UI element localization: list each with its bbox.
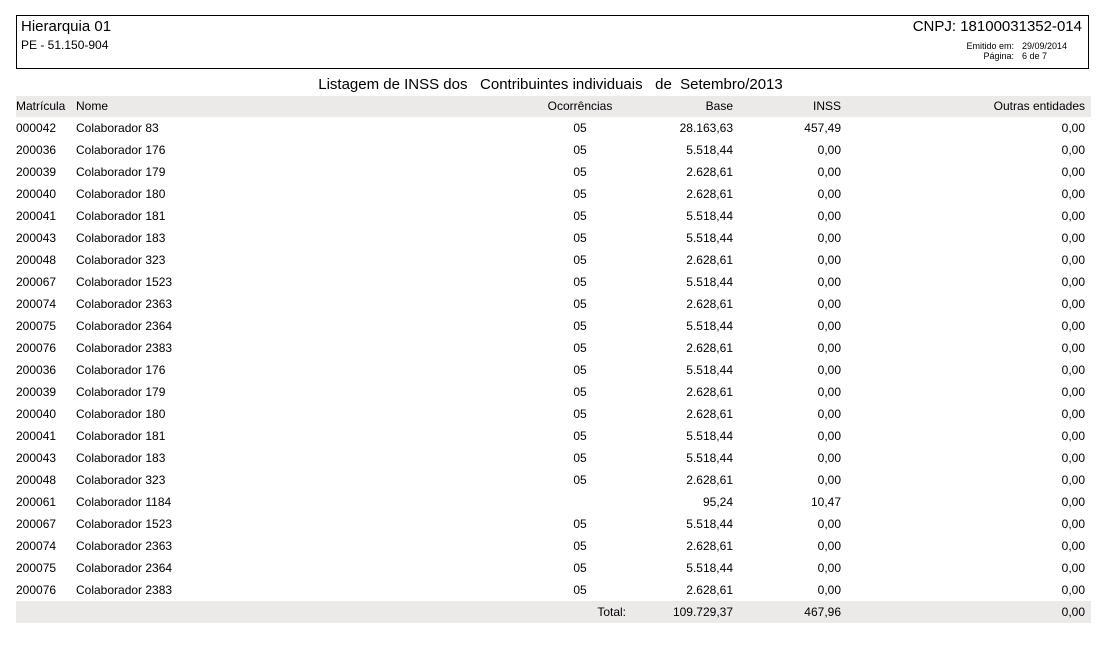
company-location: PE - 51.150-904 bbox=[21, 38, 109, 52]
table-row bbox=[16, 139, 1091, 161]
cell-ocorrencias: 05 bbox=[573, 583, 587, 597]
cell-inss: 0,00 bbox=[817, 429, 841, 443]
cell-matricula: 200036 bbox=[16, 363, 57, 377]
cell-nome: Colaborador 1184 bbox=[76, 495, 172, 509]
cell-matricula: 200075 bbox=[16, 319, 57, 333]
cell-nome: Colaborador 2364 bbox=[76, 561, 173, 575]
table-row bbox=[16, 359, 1091, 381]
cell-outras: 0,00 bbox=[1061, 231, 1085, 245]
title-part-1: Listagem de INSS dos bbox=[318, 76, 468, 93]
cell-ocorrencias: 05 bbox=[573, 429, 587, 443]
table-row bbox=[16, 293, 1091, 315]
cell-inss: 0,00 bbox=[817, 451, 841, 465]
cell-base: 2.628,61 bbox=[686, 341, 733, 355]
cell-inss: 0,00 bbox=[817, 143, 841, 157]
cell-inss: 0,00 bbox=[817, 583, 841, 597]
cell-inss: 0,00 bbox=[817, 363, 841, 377]
cell-outras: 0,00 bbox=[1061, 473, 1085, 487]
cell-outras: 0,00 bbox=[1061, 253, 1085, 267]
cell-base: 2.628,61 bbox=[686, 539, 733, 553]
table-header bbox=[16, 96, 1091, 117]
company-name: Hierarquia 01 bbox=[21, 18, 112, 35]
cell-outras: 0,00 bbox=[1061, 341, 1085, 355]
cell-ocorrencias: 05 bbox=[573, 517, 587, 531]
cell-nome: Colaborador 1523 bbox=[76, 517, 173, 531]
cell-matricula: 200041 bbox=[16, 209, 57, 223]
cell-nome: Colaborador 2364 bbox=[76, 319, 173, 333]
table-row bbox=[16, 579, 1091, 601]
table-row bbox=[16, 227, 1091, 249]
cell-inss: 0,00 bbox=[817, 165, 841, 179]
cell-ocorrencias: 05 bbox=[573, 121, 587, 135]
cell-ocorrencias: 05 bbox=[573, 561, 587, 575]
cell-outras: 0,00 bbox=[1061, 429, 1085, 443]
table-row bbox=[16, 183, 1091, 205]
cell-nome: Colaborador 176 bbox=[76, 363, 166, 377]
cell-inss: 10,47 bbox=[810, 495, 841, 509]
cell-ocorrencias: 05 bbox=[573, 187, 587, 201]
cell-matricula: 200043 bbox=[16, 231, 57, 245]
page-label: Página: bbox=[983, 51, 1014, 61]
cell-outras: 0,00 bbox=[1061, 561, 1085, 575]
table-row bbox=[16, 161, 1091, 183]
cell-inss: 0,00 bbox=[817, 253, 841, 267]
total-outras: 0,00 bbox=[1061, 605, 1085, 619]
cnpj: CNPJ: 18100031352-014 bbox=[912, 18, 1082, 35]
cell-nome: Colaborador 83 bbox=[76, 121, 159, 135]
table-row bbox=[16, 271, 1091, 293]
col-inss: INSS bbox=[812, 99, 841, 113]
emitted-row bbox=[966, 41, 1072, 51]
cell-inss: 0,00 bbox=[817, 297, 841, 311]
cell-ocorrencias: 05 bbox=[573, 297, 587, 311]
table-row bbox=[16, 117, 1091, 139]
cell-matricula: 200076 bbox=[16, 341, 57, 355]
cell-ocorrencias: 05 bbox=[573, 539, 587, 553]
cell-inss: 0,00 bbox=[817, 209, 841, 223]
cell-base: 5.518,44 bbox=[686, 517, 733, 531]
cell-nome: Colaborador 179 bbox=[76, 165, 166, 179]
table-row bbox=[16, 557, 1091, 579]
cell-matricula: 200074 bbox=[16, 539, 57, 553]
cell-inss: 0,00 bbox=[817, 319, 841, 333]
cell-ocorrencias: 05 bbox=[573, 253, 587, 267]
total-row bbox=[16, 601, 1091, 623]
cell-inss: 0,00 bbox=[817, 561, 841, 575]
cell-matricula: 200041 bbox=[16, 429, 57, 443]
cell-base: 5.518,44 bbox=[686, 143, 733, 157]
cell-base: 2.628,61 bbox=[686, 407, 733, 421]
cell-ocorrencias: 05 bbox=[573, 407, 587, 421]
cell-nome: Colaborador 2363 bbox=[76, 539, 173, 553]
cell-base: 2.628,61 bbox=[686, 385, 733, 399]
cell-base: 5.518,44 bbox=[686, 561, 733, 575]
cell-outras: 0,00 bbox=[1061, 121, 1085, 135]
cell-inss: 0,00 bbox=[817, 539, 841, 553]
cell-nome: Colaborador 2383 bbox=[76, 341, 173, 355]
cell-outras: 0,00 bbox=[1061, 275, 1085, 289]
cell-nome: Colaborador 323 bbox=[76, 253, 166, 267]
table-row bbox=[16, 447, 1091, 469]
table-row bbox=[16, 403, 1091, 425]
table-row bbox=[16, 469, 1091, 491]
table-row bbox=[16, 315, 1091, 337]
cell-inss: 0,00 bbox=[817, 517, 841, 531]
cell-inss: 0,00 bbox=[817, 341, 841, 355]
cell-base: 5.518,44 bbox=[686, 231, 733, 245]
emitted-label: Emitido em: bbox=[966, 41, 1014, 51]
cell-matricula: 200061 bbox=[16, 495, 57, 509]
cell-ocorrencias: 05 bbox=[573, 451, 587, 465]
title-part-2: Contribuintes individuais bbox=[480, 76, 643, 93]
col-ocorrencias: Ocorrências bbox=[547, 99, 613, 113]
cell-outras: 0,00 bbox=[1061, 407, 1085, 421]
page-row bbox=[966, 51, 1072, 61]
cell-nome: Colaborador 180 bbox=[76, 407, 166, 421]
cell-matricula: 200075 bbox=[16, 561, 57, 575]
cell-ocorrencias: 05 bbox=[573, 385, 587, 399]
cell-ocorrencias: 05 bbox=[573, 143, 587, 157]
cell-nome: Colaborador 183 bbox=[76, 231, 166, 245]
cell-base: 2.628,61 bbox=[686, 297, 733, 311]
cell-ocorrencias: 05 bbox=[573, 209, 587, 223]
cell-outras: 0,00 bbox=[1061, 517, 1085, 531]
table-row bbox=[16, 337, 1091, 359]
cell-inss: 0,00 bbox=[817, 231, 841, 245]
title-part-4: Setembro/2013 bbox=[680, 76, 783, 93]
cell-inss: 0,00 bbox=[817, 187, 841, 201]
col-outras: Outras entidades bbox=[993, 99, 1085, 113]
inss-table bbox=[16, 96, 1091, 623]
cell-nome: Colaborador 176 bbox=[76, 143, 166, 157]
title-part-3: de bbox=[655, 76, 672, 93]
cell-nome: Colaborador 323 bbox=[76, 473, 166, 487]
cell-matricula: 200036 bbox=[16, 143, 57, 157]
cell-inss: 0,00 bbox=[817, 407, 841, 421]
cell-base: 2.628,61 bbox=[686, 165, 733, 179]
cell-matricula: 200074 bbox=[16, 297, 57, 311]
table-row bbox=[16, 535, 1091, 557]
cell-outras: 0,00 bbox=[1061, 385, 1085, 399]
cell-outras: 0,00 bbox=[1061, 165, 1085, 179]
cell-nome: Colaborador 180 bbox=[76, 187, 166, 201]
total-label: Total: bbox=[597, 605, 626, 619]
table-row bbox=[16, 205, 1091, 227]
cell-matricula: 200039 bbox=[16, 165, 57, 179]
report-title bbox=[0, 76, 1101, 93]
cell-ocorrencias: 05 bbox=[573, 165, 587, 179]
cell-outras: 0,00 bbox=[1061, 187, 1085, 201]
table-row bbox=[16, 249, 1091, 271]
cell-matricula: 200067 bbox=[16, 517, 57, 531]
cell-base: 5.518,44 bbox=[686, 319, 733, 333]
cell-outras: 0,00 bbox=[1061, 495, 1085, 509]
cell-nome: Colaborador 2383 bbox=[76, 583, 173, 597]
cell-matricula: 200048 bbox=[16, 253, 57, 267]
cell-outras: 0,00 bbox=[1061, 539, 1085, 553]
cell-ocorrencias: 05 bbox=[573, 363, 587, 377]
cell-inss: 0,00 bbox=[817, 385, 841, 399]
cell-matricula: 200043 bbox=[16, 451, 57, 465]
cell-nome: Colaborador 2363 bbox=[76, 297, 173, 311]
cell-outras: 0,00 bbox=[1061, 363, 1085, 377]
cell-base: 5.518,44 bbox=[686, 363, 733, 377]
cell-base: 95,24 bbox=[702, 495, 733, 509]
cell-matricula: 000042 bbox=[16, 121, 57, 135]
cell-outras: 0,00 bbox=[1061, 583, 1085, 597]
table-row bbox=[16, 381, 1091, 403]
col-nome: Nome bbox=[76, 99, 109, 113]
cell-inss: 457,49 bbox=[804, 121, 841, 135]
emission-meta bbox=[966, 41, 1072, 61]
cell-matricula: 200040 bbox=[16, 407, 57, 421]
total-inss: 467,96 bbox=[804, 605, 841, 619]
col-base: Base bbox=[705, 99, 733, 113]
cell-outras: 0,00 bbox=[1061, 297, 1085, 311]
cell-base: 5.518,44 bbox=[686, 451, 733, 465]
col-matricula: Matrícula bbox=[16, 99, 66, 113]
cell-outras: 0,00 bbox=[1061, 209, 1085, 223]
cell-outras: 0,00 bbox=[1061, 143, 1085, 157]
cell-ocorrencias: 05 bbox=[573, 473, 587, 487]
cell-ocorrencias: 05 bbox=[573, 341, 587, 355]
table-row bbox=[16, 491, 1091, 513]
cell-base: 2.628,61 bbox=[686, 253, 733, 267]
cell-outras: 0,00 bbox=[1061, 319, 1085, 333]
cell-base: 28.163,63 bbox=[679, 121, 733, 135]
cell-matricula: 200076 bbox=[16, 583, 57, 597]
cell-ocorrencias: 05 bbox=[573, 231, 587, 245]
cell-base: 5.518,44 bbox=[686, 429, 733, 443]
total-base: 109.729,37 bbox=[672, 605, 733, 619]
cell-nome: Colaborador 183 bbox=[76, 451, 166, 465]
cell-outras: 0,00 bbox=[1061, 451, 1085, 465]
cell-matricula: 200048 bbox=[16, 473, 57, 487]
cell-base: 2.628,61 bbox=[686, 187, 733, 201]
cell-nome: Colaborador 181 bbox=[76, 429, 166, 443]
cell-matricula: 200040 bbox=[16, 187, 57, 201]
cell-matricula: 200039 bbox=[16, 385, 57, 399]
cell-ocorrencias: 05 bbox=[573, 319, 587, 333]
cell-inss: 0,00 bbox=[817, 275, 841, 289]
cell-nome: Colaborador 1523 bbox=[76, 275, 173, 289]
table-row bbox=[16, 425, 1091, 447]
cell-base: 2.628,61 bbox=[686, 473, 733, 487]
emitted-value: 29/09/2014 bbox=[1022, 41, 1068, 51]
page-value: 6 de 7 bbox=[1022, 51, 1048, 61]
cell-matricula: 200067 bbox=[16, 275, 57, 289]
table-body bbox=[16, 117, 1091, 601]
cell-nome: Colaborador 179 bbox=[76, 385, 166, 399]
cell-inss: 0,00 bbox=[817, 473, 841, 487]
cell-ocorrencias: 05 bbox=[573, 275, 587, 289]
cell-nome: Colaborador 181 bbox=[76, 209, 166, 223]
table-row bbox=[16, 513, 1091, 535]
cell-base: 5.518,44 bbox=[686, 275, 733, 289]
report-header bbox=[16, 15, 1089, 69]
cell-base: 2.628,61 bbox=[686, 583, 733, 597]
cell-base: 5.518,44 bbox=[686, 209, 733, 223]
